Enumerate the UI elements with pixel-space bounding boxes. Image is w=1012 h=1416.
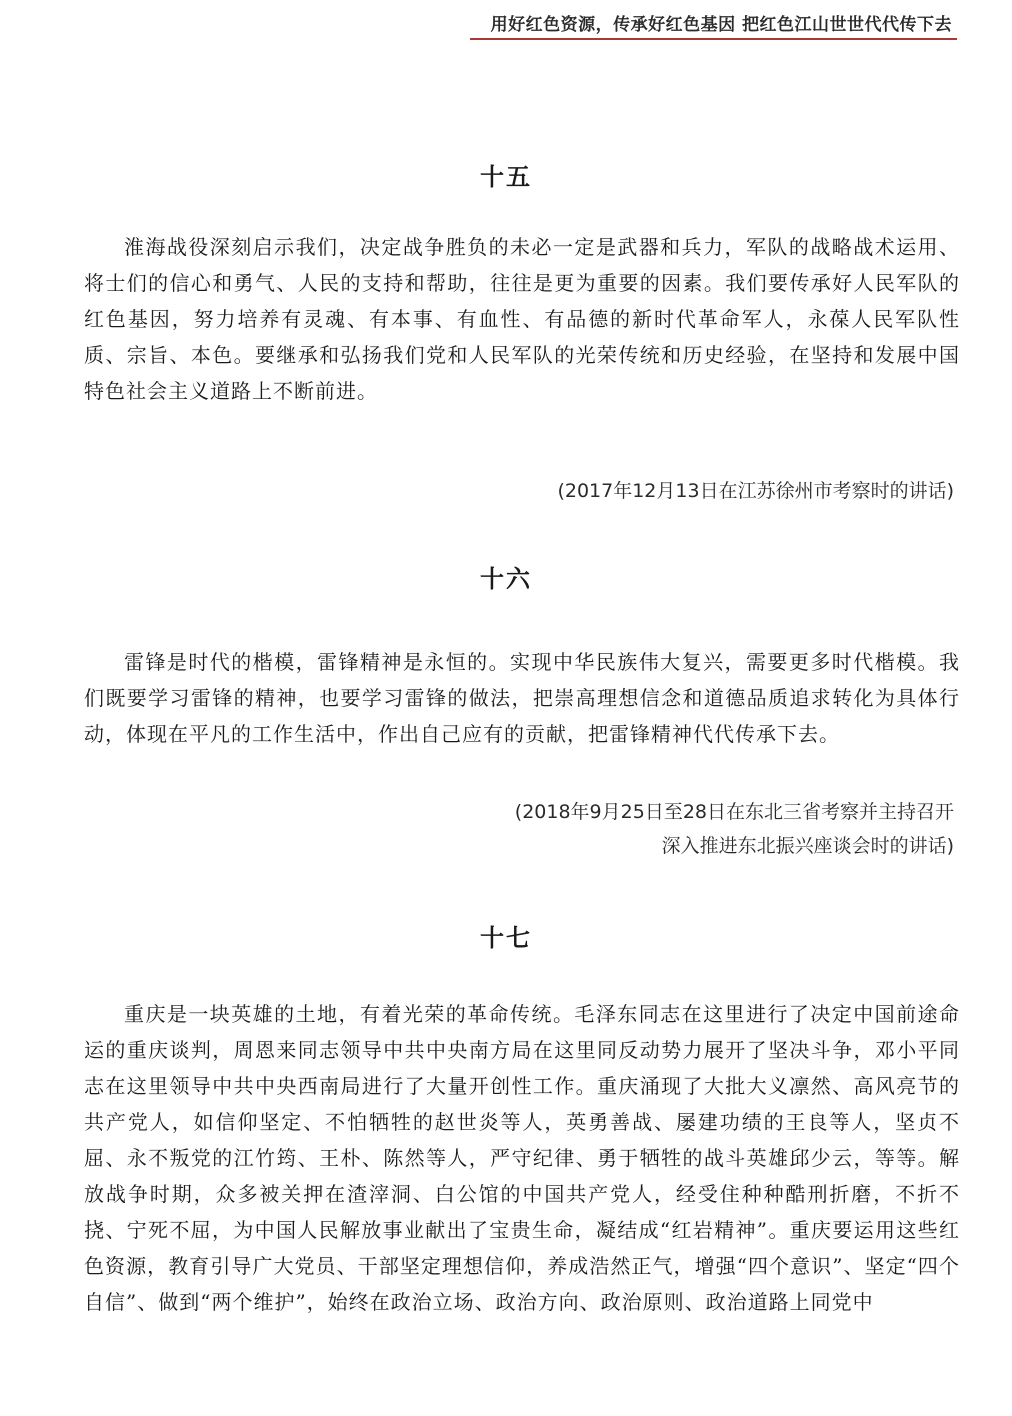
running-header-title: 用好红色资源，传承好红色基因 把红色江山世世代代传下去 <box>490 15 952 35</box>
section-17-paragraph: 重庆是一块英雄的土地，有着光荣的革命传统。毛泽东同志在这里进行了决定中国前途命运的重庆谈判，周恩来同志领导中共中央南方局在这里同反动势力展开了坚决斗争，邓小平同志在这里领导中共中央西南局进行了大量开创性工作。重庆涌现了大批大义凛然、高风亮节的共产党人，如信仰坚定、不怕牺牲的赵世炎等人，英勇善战、屡建功绩的王良等人，坚贞不屈、永不叛党的江竹筠、王朴、陈然等人，严守纪律、勇于牺牲的战斗英雄邱少云，等等。解放战争时期，众多被关押在渣滓洞、白公馆的中国共产党人，经受住种种酷刑折磨，不折不挠、宁死不屈，为中国人民解放事业献出了宝贵生命，凝结成“红岩精神”。重庆要运用这些红色资源，教育引导广大党员、干部坚定理想信仰，养成浩然正气，增强“四个意识”、坚定“四个自信”、做到“两个维护”，始终在政治立场、政治方向、政治原则、政治道路上同党中 <box>84 1002 960 1314</box>
section-number-17: 十七 <box>480 924 532 952</box>
section-16-citation-line1: (2018年9月25日至28日在东北三省考察并主持召开 <box>514 801 954 823</box>
section-16-paragraph: 雷锋是时代的楷模，雷锋精神是永恒的。实现中华民族伟大复兴，需要更多时代楷模。我们既要学习雷锋的精神，也要学习雷锋的做法，把崇高理想信念和道德品质追求转化为具体行动，体现在平凡的工作生活中，作出自己应有的贡献，把雷锋精神代代传承下去。 <box>84 650 960 746</box>
section-15-paragraph: 淮海战役深刻启示我们，决定战争胜负的未必一定是武器和兵力，军队的战略战术运用、将士们的信心和勇气、人民的支持和帮助，往往是更为重要的因素。我们要传承好人民军队的红色基因，努力培养有灵魂、有本事、有血性、有品德的新时代革命军人，永葆人民军队性质、宗旨、本色。要继承和弘扬我们党和人民军队的光荣传统和历史经验，在坚持和发展中国特色社会主义道路上不断前进。 <box>84 235 960 403</box>
running-header <box>0 0 1012 44</box>
header-rule <box>470 38 957 40</box>
section-number-15: 十五 <box>480 163 532 191</box>
section-16-citation-line2: 深入推进东北振兴座谈会时的讲话) <box>661 835 954 857</box>
section-15-citation: (2017年12月13日在江苏徐州市考察时的讲话) <box>557 480 954 502</box>
section-number-16: 十六 <box>480 565 532 593</box>
